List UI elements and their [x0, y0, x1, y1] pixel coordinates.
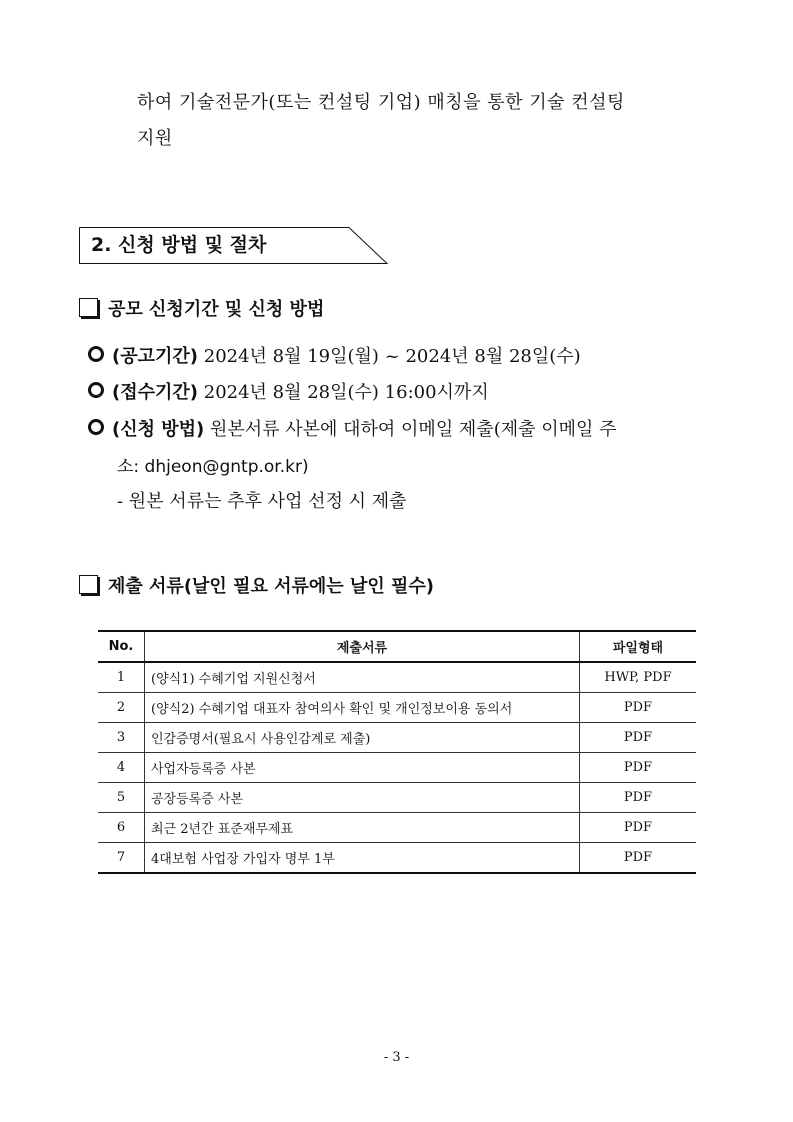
cell-document: (양식1) 수혜기업 지원신청서 — [145, 662, 580, 693]
intro-line-2: 지원 — [137, 128, 173, 149]
cell-no: 2 — [98, 693, 145, 723]
documents-table — [98, 630, 696, 874]
subsection-heading-2 — [79, 574, 434, 600]
section-title: 2. 신청 방법 및 절차 — [91, 234, 267, 256]
cell-no: 1 — [98, 662, 145, 693]
cell-file-type: PDF — [580, 813, 697, 843]
bullet-note: - 원본 서류는 추후 사업 선정 시 제출 — [117, 491, 407, 512]
table-row — [98, 753, 696, 783]
cell-file-type: PDF — [580, 843, 697, 874]
col-header-document: 제출서류 — [145, 631, 580, 662]
subsection-heading-1 — [79, 297, 324, 323]
circle-bullet-icon — [88, 382, 104, 398]
square-bullet-icon — [79, 298, 98, 317]
bullet-item-3-continuation: 소: dhjeon@gntp.or.kr) — [117, 457, 309, 477]
cell-document: 4대보험 사업장 가입자 명부 1부 — [145, 843, 580, 874]
cell-file-type: PDF — [580, 723, 697, 753]
table-row — [98, 843, 696, 874]
bullet-label: (접수기간) — [112, 382, 199, 403]
cell-no: 3 — [98, 723, 145, 753]
cell-document: 공장등록증 사본 — [145, 783, 580, 813]
section-heading — [79, 227, 387, 263]
bullet-text: 2024년 8월 19일(월) ~ 2024년 8월 28일(수) — [198, 346, 581, 367]
table-row — [98, 813, 696, 843]
cell-file-type: PDF — [580, 783, 697, 813]
subsection-title-2: 제출 서류(날인 필요 서류에는 날인 필수) — [108, 576, 434, 597]
cell-file-type: PDF — [580, 693, 697, 723]
cell-document: (양식2) 수혜기업 대표자 참여의사 확인 및 개인정보이용 동의서 — [145, 693, 580, 723]
bullet-label: (공고기간) — [112, 346, 199, 367]
cell-document: 최근 2년간 표준재무제표 — [145, 813, 580, 843]
col-header-file-type: 파일형태 — [580, 631, 697, 662]
bullet-label: (신청 방법) — [112, 419, 205, 440]
cell-file-type: PDF — [580, 753, 697, 783]
cell-document: 인감증명서(필요시 사용인감계로 제출) — [145, 723, 580, 753]
cell-no: 4 — [98, 753, 145, 783]
col-header-no: No. — [98, 631, 145, 662]
bullet-item-1 — [88, 343, 581, 371]
cell-no: 7 — [98, 843, 145, 874]
circle-bullet-icon — [88, 346, 104, 362]
square-bullet-icon — [79, 575, 98, 594]
table-row — [98, 662, 696, 693]
table-row — [98, 693, 696, 723]
subsection-title-1: 공모 신청기간 및 신청 방법 — [108, 299, 325, 320]
bullet-text: 2024년 8월 28일(수) 16:00시까지 — [198, 382, 489, 403]
cell-document: 사업자등록증 사본 — [145, 753, 580, 783]
table-row — [98, 723, 696, 753]
circle-bullet-icon — [88, 419, 104, 435]
bullet-text: 원본서류 사본에 대하여 이메일 제출(제출 이메일 주 — [204, 419, 617, 440]
cell-file-type: HWP, PDF — [580, 662, 697, 693]
cell-no: 6 — [98, 813, 145, 843]
table-row — [98, 783, 696, 813]
intro-line-1: 하여 기술전문가(또는 컨설팅 기업) 매칭을 통한 기술 컨설팅 — [137, 92, 625, 113]
table-header-row — [98, 631, 696, 662]
page-number: - 3 - — [383, 1050, 410, 1065]
bullet-item-2 — [88, 379, 489, 407]
bullet-item-3 — [88, 416, 617, 444]
cell-no: 5 — [98, 783, 145, 813]
